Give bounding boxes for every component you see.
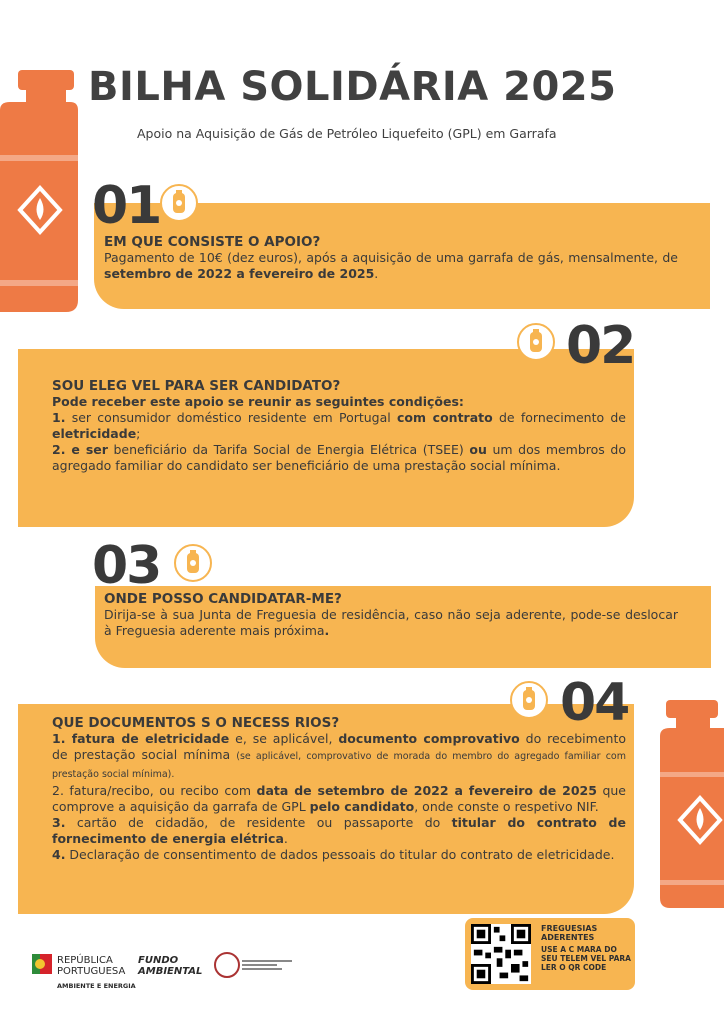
gas-bottle-left-icon xyxy=(0,70,80,315)
municipal-seal-icon xyxy=(214,952,240,978)
gas-bottle-icon xyxy=(510,681,548,719)
gas-bottle-icon xyxy=(174,544,212,582)
section-3-number: 03 xyxy=(92,536,161,596)
section-2-number: 02 xyxy=(566,316,635,376)
section-1-heading: EM QUE CONSISTE O APOIO? xyxy=(104,234,321,250)
page-subtitle: Apoio na Aquisição de Gás de Petróleo Liquefeito (GPL) em Garrafa xyxy=(137,126,557,141)
republica-portuguesa-logo xyxy=(32,954,52,974)
ambiente-energia-text: AMBIENTE E ENERGIA xyxy=(57,982,136,990)
page-title: BILHA SOLIDÁRIA 2025 xyxy=(88,64,617,110)
qr-instructions: FREGUESIAS ADERENTES USE A C MARA DO SEU TELEM VEL PARA LER O QR CODE xyxy=(541,924,631,972)
section-2-text: Pode receber este apoio se reunir as seguintes condições: 1. ser consumidor doméstico residente em Portugal com contrato de fornecimento de eletricidade; 2. e ser beneficiário da Tarifa Social de Energia Elétrica (TSEE) ou um dos membros do agregado familiar do candidato ser beneficiário de uma prestação social mínima. xyxy=(52,394,627,473)
qr-box xyxy=(465,918,635,990)
section-4-number: 04 xyxy=(560,673,629,733)
section-3-heading: ONDE POSSO CANDIDATAR-ME? xyxy=(104,591,342,607)
section-1-text: Pagamento de 10€ (dez euros), após a aquisição de uma garrafa de gás, mensalmente, de setembro de 2022 a fevereiro de 2025. xyxy=(104,250,678,281)
section-4-text: 1. fatura de eletricidade e, se aplicável, documento comprovativo do recebimento de prestação social mínima (se aplicável, comprovativo de morada do membro do agregado familiar com prestação social mínima). 2. fatura/recibo, ou recibo com data de setembro de 2022 a fevereiro de 2025 que comprove a aquisição da garrafa de GPL pelo candidato, onde conste o respetivo NIF. 3. cartão de cidadão, de residente ou passaporte do titular do contrato de fornecimento de energia elétrica. 4. Declaração de consentimento de dados pessoais do titular do contrato de eletricidade. xyxy=(52,731,627,862)
section-3-text: Dirija-se à sua Junta de Freguesia de residência, caso não seja aderente, pode-se deslocar à Freguesia aderente mais próxima. xyxy=(104,607,678,638)
section-1-number: 01 xyxy=(92,176,161,236)
gas-bottle-icon xyxy=(517,323,555,361)
fundo-ambiental-logo: FUNDO AMBIENTAL xyxy=(138,955,203,977)
gas-bottle-icon xyxy=(160,184,198,222)
qr-code-icon[interactable] xyxy=(471,924,531,984)
municipal-association-logo xyxy=(242,958,292,972)
gas-bottle-right-icon xyxy=(656,700,724,910)
section-4-heading: QUE DOCUMENTOS S O NECESS RIOS? xyxy=(52,715,340,731)
section-2-heading: SOU ELEG VEL PARA SER CANDIDATO? xyxy=(52,378,341,394)
republica-portuguesa-text: REPÚBLICA PORTUGUESA xyxy=(57,955,126,977)
